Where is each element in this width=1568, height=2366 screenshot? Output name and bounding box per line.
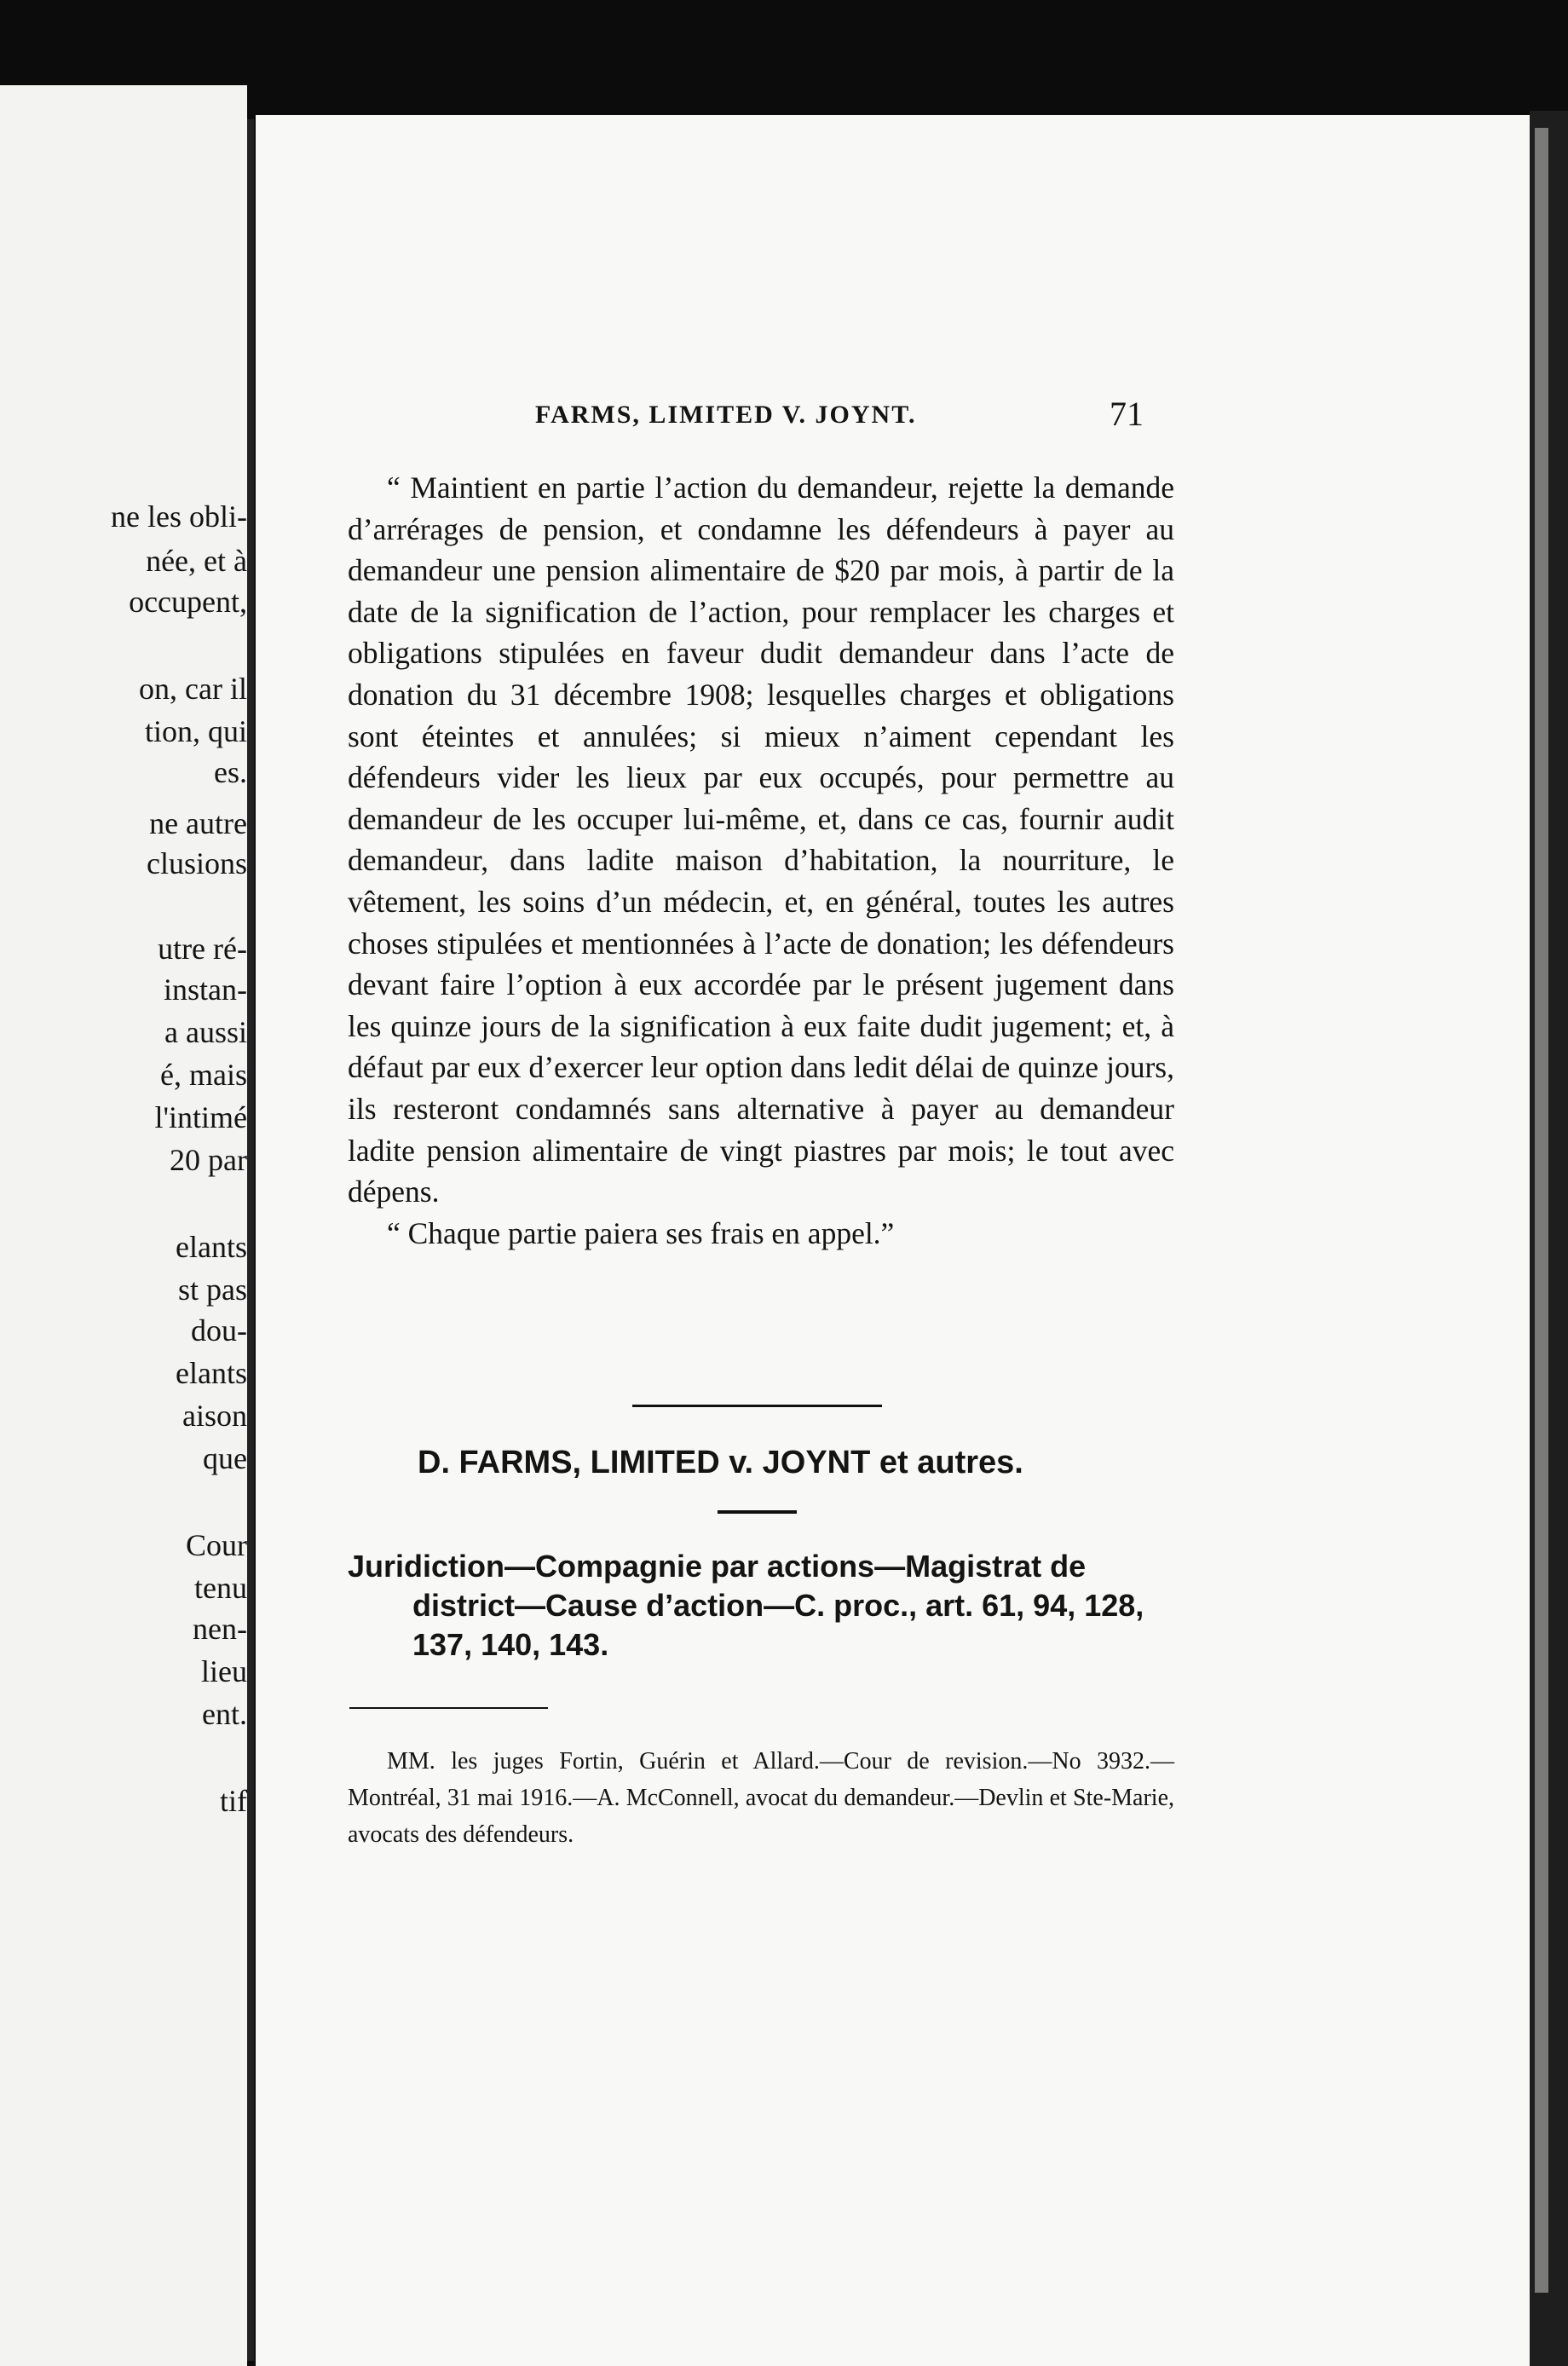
gutter-line: [247, 119, 254, 2361]
left-page-fragment: ent.: [202, 1697, 247, 1731]
headnote: Juridiction—Compagnie par actions—Magistrat de district—Cause d’action—C. proc., art. 61, 94, 128, 137, 140, 143.: [348, 1549, 1144, 1662]
page-number: 71: [1110, 395, 1144, 433]
section-divider: [632, 1405, 882, 1407]
body-text: [348, 467, 1174, 1254]
running-head: FARMS, LIMITED V. JOYNT.: [535, 401, 917, 429]
left-page-fragment: l'intimé: [154, 1100, 247, 1134]
left-page-fragment: nen-: [193, 1612, 247, 1646]
left-page-fragment: Cour: [186, 1528, 247, 1562]
left-page-fragment: é, mais: [160, 1058, 247, 1092]
left-page-fragment: dou-: [191, 1313, 247, 1347]
left-page-fragment: 20 par: [170, 1143, 247, 1177]
left-page-fragment: on, car il: [139, 672, 247, 706]
citation: [348, 1743, 1174, 1853]
page-edge-strip: [1535, 128, 1548, 2293]
left-page-fragment: tif: [220, 1784, 247, 1818]
citation-text: MM. les juges Fortin, Guérin et Allard.—Cour de revision.—No 3932.—Montréal, 31 mai 1916.—A. McConnell, avocat du demandeur.—Devlin et Ste-Marie, avocats des défendeurs.: [348, 1748, 1174, 1848]
page-edge: [1530, 111, 1568, 2366]
footnote-divider: [349, 1707, 548, 1709]
left-page: [0, 85, 247, 2366]
left-page-fragment: aison: [182, 1399, 247, 1433]
left-page-fragment: st pas: [178, 1272, 247, 1307]
left-page-fragment: clusions: [146, 846, 247, 880]
left-page-fragment: elants: [176, 1356, 247, 1390]
left-page-fragment: utre ré-: [158, 932, 247, 966]
left-page-fragment: née, et à: [146, 544, 247, 578]
left-page-fragment: tenu: [194, 1571, 247, 1605]
left-page-fragment: instan-: [164, 972, 247, 1007]
left-page-fragment: que: [203, 1441, 247, 1475]
case-title: D. FARMS, LIMITED v. JOYNT et autres.: [418, 1445, 1023, 1480]
left-page-fragment: lieu: [201, 1654, 247, 1688]
left-page-fragment: a aussi: [164, 1015, 247, 1049]
body-paragraph-1: “ Maintient en partie l’action du demandeur, rejette la demande d’arrérages de pension, et condamne les défendeurs à payer au demandeur une pension alimentaire de $20 par mois, à partir de la date de la signification de l’action, pour remplacer les charges et obligations stipulées en faveur dudit demandeur dans l’acte de donation du 31 décembre 1908; lesquelles charges et obligations sont éteintes et annulées; si mieux n’aiment cependant les défendeurs vider les lieux par eux occupés, pour permettre au demandeur de les occuper lui-même, et, dans ce cas, fournir audit demandeur, dans ladite maison d’habitation, la nourriture, le vêtement, les soins d’un médecin, et, en général, toutes les autres choses stipulées et mentionnées à l’acte de donation; les défendeurs devant faire l’option à eux accordée par le présent jugement dans les quinze jours de la signification à eux faite dudit jugement; et, à défaut par eux d’exercer leur option dans ledit délai de quinze jours, ils resteront condamnés sans alternative à payer au demandeur ladite pension alimentaire de vingt piastres par mois; le tout avec dépens.: [348, 470, 1174, 1209]
left-page-fragment: es.: [214, 755, 247, 789]
body-paragraph-2: “ Chaque partie paiera ses frais en appel.”: [387, 1215, 895, 1250]
left-page-fragment: occupent,: [129, 585, 247, 619]
left-page-fragment: elants: [176, 1230, 247, 1264]
left-page-fragment: ne autre: [149, 806, 247, 840]
left-page-fragment: tion, qui: [144, 714, 247, 748]
title-divider: [718, 1510, 797, 1514]
left-page-fragment: ne les obli-: [111, 499, 247, 534]
